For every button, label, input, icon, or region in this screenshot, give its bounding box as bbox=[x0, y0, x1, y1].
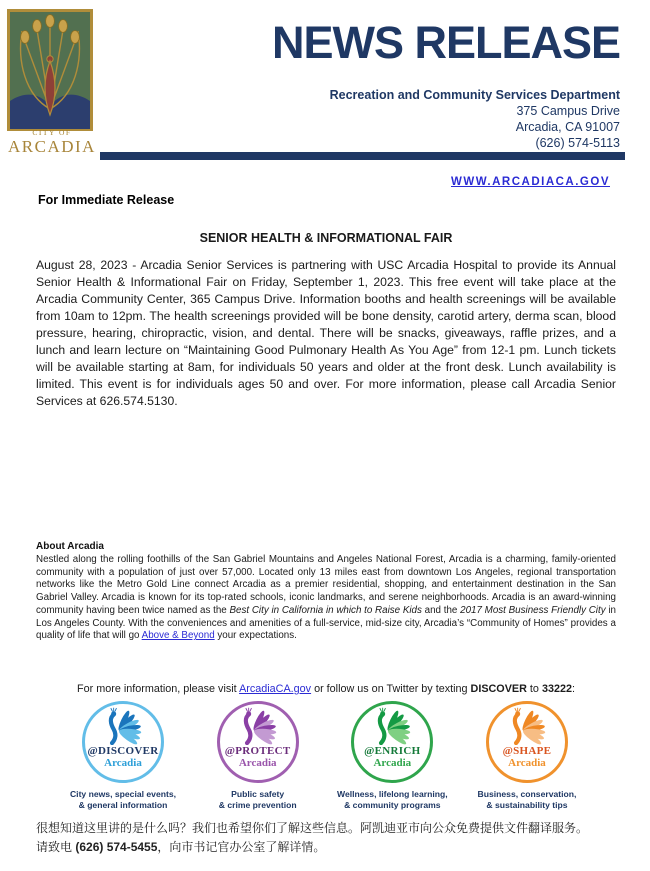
discover-caption-line1: City news, special events, bbox=[69, 789, 177, 799]
social-text-4: : bbox=[571, 683, 575, 695]
enrich-caption-line1: Wellness, lifelong learning, bbox=[336, 789, 448, 799]
department-name: Recreation and Community Services Department bbox=[329, 88, 620, 102]
badge-enrich bbox=[325, 701, 459, 810]
peacock-crest-icon bbox=[7, 9, 93, 131]
chinese-phone-number: (626) 574-5455 bbox=[75, 839, 158, 854]
enrich-peacock-icon bbox=[366, 707, 418, 745]
protect-badge-circle bbox=[217, 701, 299, 783]
protect-caption bbox=[191, 789, 325, 810]
discover-caption bbox=[56, 789, 190, 810]
protect-arcadia-label: Arcadia bbox=[238, 757, 277, 769]
about-text-2: and the bbox=[421, 604, 461, 616]
discover-caption-line2: & general information bbox=[78, 799, 168, 810]
chinese-translation-notice bbox=[36, 819, 620, 856]
enrich-handle: @ENRICH bbox=[364, 745, 421, 757]
protect-caption-line1: Public safety bbox=[231, 789, 285, 799]
social-text-2: or follow us on Twitter by texting bbox=[311, 683, 471, 695]
shape-handle: @SHAPE bbox=[502, 745, 552, 757]
phone-number: (626) 574-5113 bbox=[535, 136, 620, 150]
arcadiaca-gov-link[interactable]: ArcadiaCA.gov bbox=[239, 683, 312, 695]
release-headline: SENIOR HEALTH & INFORMATIONAL FAIR bbox=[199, 231, 453, 245]
above-and-beyond-link[interactable]: Above & Beyond bbox=[141, 630, 215, 642]
social-text-1: For more information, please visit bbox=[77, 683, 240, 695]
about-text-1: Nestled along the rolling foothills of the San Gabriel Mountains and Angeles National Forest, Arcadia is a charming, family-oriented community with a population of just over 57,000. Located only 13 miles east from downtown Los Angeles, regional transportation networks like the Metro Gold Line connect Arcadia as a premier residential, shopping, and entertainment destination in the San Gabriel Valley. Arcadia is known for its top-rated schools, iconic landmarks, and serene neighborhoods. Arcadia is an award-winning community having been twice named as the bbox=[36, 554, 616, 616]
shape-caption bbox=[460, 789, 594, 810]
discover-keyword: DISCOVER bbox=[470, 683, 527, 695]
address-line-1: 375 Campus Drive bbox=[516, 104, 620, 118]
social-text-3: to bbox=[526, 683, 542, 695]
website-link[interactable]: WWW.ARCADIACA.GOV bbox=[450, 176, 610, 188]
release-body-paragraph: August 28, 2023 - Arcadia Senior Services is partnering with USC Arcadia Hospital to provide its Annual Senior Health & Informational Fair on Friday, September 1, 2023. This free event will take place at the Arcadia Community Center, 365 Campus Drive. Information booths and health screenings will be available from 10am to 12pm. The health screenings provided will be bone density, carotid artery, derma scan, blood pressure, hearing, chiropractic, vision, and dental. There will be snacks, giveaways, raffle prizes, and a lunch and learn lecture on “Maintaining Good Pulmonary Health As You Age” from 12-1 pm. Lunch tickets will be available starting at 8am, for individuals 50 years and older at the front desk. Lunch availability is limited. This event is for individuals ages 50 and over. For more information, please call Arcadia Senior Services at 626.574.5130. bbox=[36, 258, 616, 408]
chinese-line-2-post: ，向市书记官办公室了解详情。 bbox=[157, 839, 326, 854]
about-award-2: 2017 Most Business Friendly City bbox=[460, 604, 606, 616]
header-divider-bar bbox=[100, 152, 625, 160]
enrich-arcadia-label: Arcadia bbox=[373, 757, 412, 769]
about-text-3: in Los Angeles County. With the conveniences and amenities of a full-service, mid-size city, Arcadia’s “Community of Homes” provides a quality of life that will go bbox=[36, 604, 616, 642]
enrich-badge-circle bbox=[351, 701, 433, 783]
badge-discover bbox=[56, 701, 190, 810]
protect-handle: @PROTECT bbox=[224, 745, 291, 757]
discover-peacock-icon bbox=[97, 707, 149, 745]
for-immediate-release-label: For Immediate Release bbox=[38, 193, 175, 207]
shape-caption-line1: Business, conservation, bbox=[477, 789, 577, 799]
social-info-line bbox=[36, 683, 616, 695]
chinese-line-1: 很想知道这里讲的是什么吗？我们也希望你们了解这些信息。阿凯迪亚市向公众免费提供文件翻译服务。 bbox=[36, 821, 589, 835]
discover-handle: @DISCOVER bbox=[87, 745, 159, 757]
about-award-1: Best City in California in which to Raise Kids bbox=[229, 604, 422, 616]
city-logo bbox=[0, 0, 116, 172]
department-block bbox=[330, 87, 620, 151]
arcadia-label: ARCADIA bbox=[8, 136, 96, 156]
address-line-2: Arcadia, CA 91007 bbox=[515, 120, 620, 134]
city-of-label: CITY OF bbox=[32, 128, 72, 137]
shape-badge-circle bbox=[486, 701, 568, 783]
protect-peacock-icon bbox=[232, 707, 284, 745]
badge-protect bbox=[191, 701, 325, 810]
shape-arcadia-label: Arcadia bbox=[508, 757, 546, 769]
chinese-line-2-pre: 请致电 bbox=[36, 839, 76, 854]
about-text-4: your expectations. bbox=[214, 630, 297, 642]
news-release-title: NEWS RELEASE bbox=[271, 17, 620, 68]
badge-shape bbox=[460, 701, 594, 810]
enrich-caption-line2: & community programs bbox=[344, 799, 441, 810]
about-paragraph bbox=[36, 554, 616, 643]
enrich-caption bbox=[325, 789, 459, 810]
city-logo-text bbox=[0, 129, 110, 155]
social-badges-row bbox=[56, 701, 594, 810]
discover-arcadia-label: Arcadia bbox=[104, 757, 142, 769]
protect-caption-line2: & crime prevention bbox=[218, 799, 297, 810]
shape-caption-line2: & sustainability tips bbox=[486, 799, 568, 810]
text-code: 33222 bbox=[541, 683, 572, 695]
discover-badge-circle bbox=[82, 701, 164, 783]
about-heading: About Arcadia bbox=[36, 541, 104, 552]
shape-peacock-icon bbox=[501, 707, 553, 745]
